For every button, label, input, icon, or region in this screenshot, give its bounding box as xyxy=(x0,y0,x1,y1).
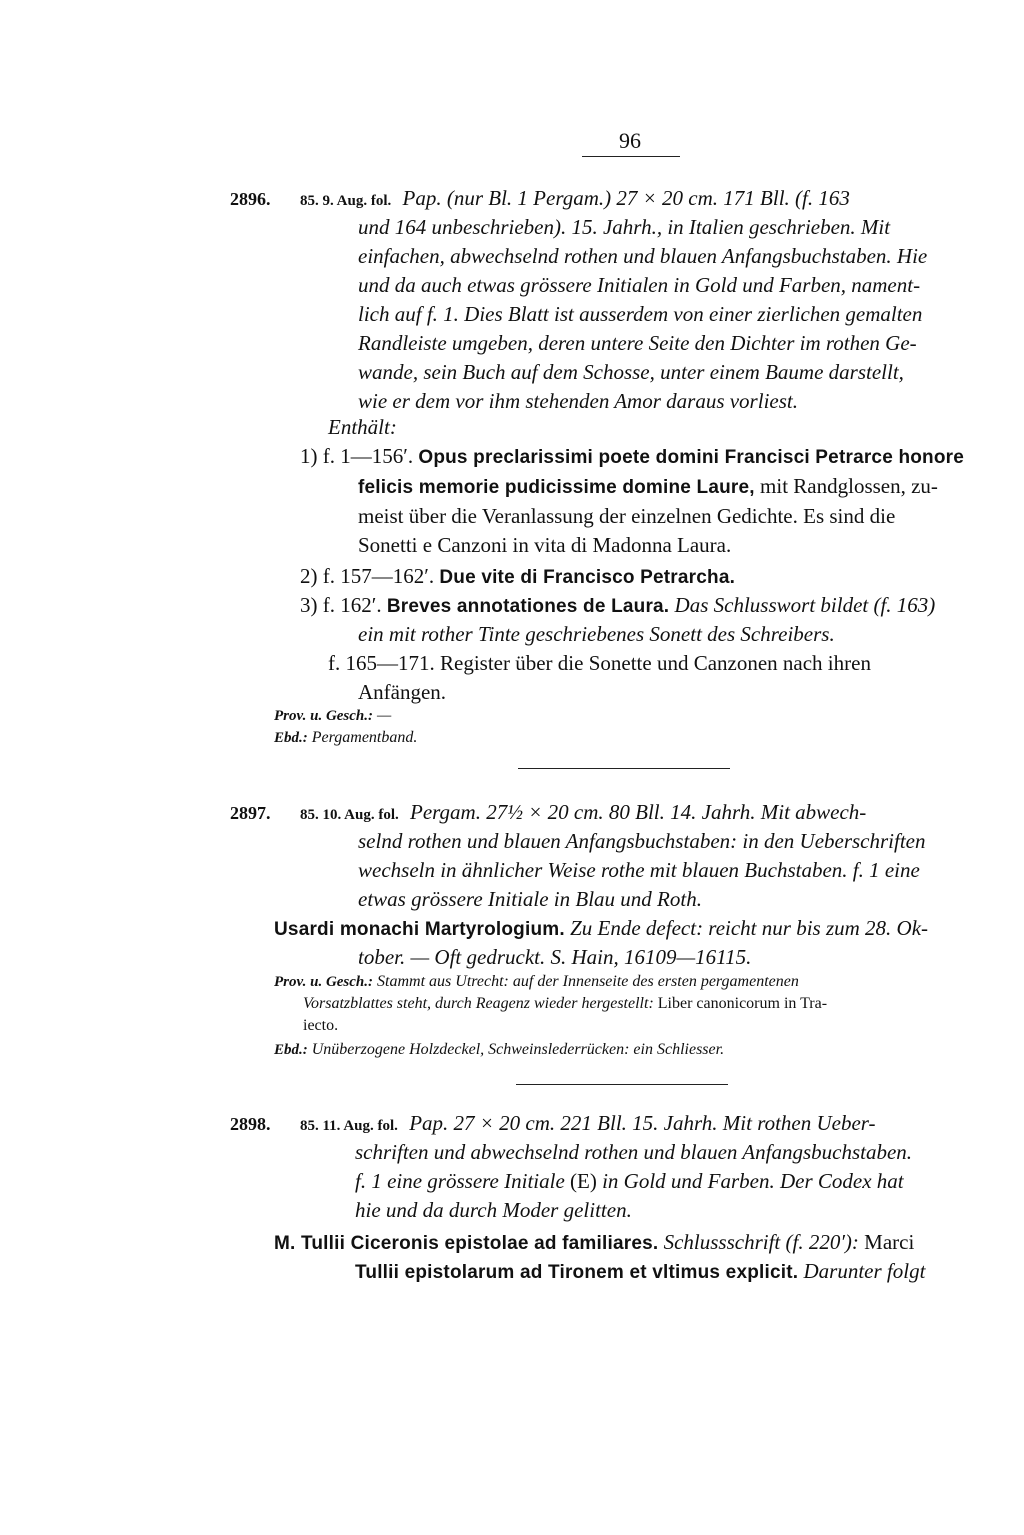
description-line: f. 1 eine grössere Initiale xyxy=(355,1169,565,1193)
provenance-text: Stammt aus Utrecht: auf der Innenseite des ersten pergamentenen xyxy=(377,973,799,990)
page-number: 96 xyxy=(619,128,641,153)
item-folio: 2) f. 157—162′. xyxy=(300,564,435,588)
item-text: Register über die Sonette und Canzonen nach ihren xyxy=(440,651,871,675)
work-note: Schlussschrift (f. 220′): xyxy=(663,1230,859,1254)
shelf-signature: 85. 10. Aug. fol. xyxy=(300,807,399,823)
work-title: M. Tullii Ciceronis epistolae ad familiares. xyxy=(274,1233,659,1254)
description-line: lich auf f. 1. Dies Blatt ist ausserdem von einer zierlichen gemalten xyxy=(358,302,923,326)
item-title: felicis memorie pudicissime domine Laure, xyxy=(358,477,755,498)
binding-text: Unüberzogene Holzdeckel, Schweinslederrücken: ein Schliesser. xyxy=(311,1041,725,1058)
entry-number: 2897. xyxy=(230,803,271,823)
description-line: wande, sein Buch auf dem Schosse, unter einem Baume darstellt, xyxy=(358,360,904,384)
description-line: etwas grössere Initiale in Blau und Roth. xyxy=(358,887,702,911)
contents-heading: Enthält: xyxy=(328,415,397,439)
provenance-inscription: iecto. xyxy=(303,1017,339,1034)
entry-number: 2898. xyxy=(230,1114,271,1134)
work-note: Darunter folgt xyxy=(803,1259,926,1283)
description-line: Randleiste umgeben, deren untere Seite den Dichter im rothen Ge- xyxy=(358,331,917,355)
item-folio: 3) f. 162′. xyxy=(300,593,382,617)
entry-number: 2896. xyxy=(230,189,271,209)
provenance-text: — xyxy=(377,707,392,724)
item-text: Das Schlusswort bildet (f. 163) xyxy=(674,593,936,617)
work-note: Zu Ende defect: reicht nur bis zum 28. Ok- xyxy=(570,916,929,940)
work-note: tober. — Oft gedruckt. S. Hain, 16109—16115. xyxy=(358,945,752,969)
provenance-text: Vorsatzblattes steht, durch Reagenz wieder hergestellt: xyxy=(303,995,654,1012)
provenance-label: Prov. u. Gesch.: xyxy=(274,974,374,990)
description-line: selnd rothen und blauen Anfangsbuchstaben: in den Ueberschriften xyxy=(358,829,926,853)
description-line: und da auch etwas grössere Initialen in Gold und Farben, nament- xyxy=(358,273,921,297)
provenance-label: Prov. u. Gesch.: xyxy=(274,708,374,724)
colophon-text: Tullii epistolarum ad Tironem et vltimus explicit. xyxy=(355,1262,799,1283)
description-line: einfachen, abwechselnd rothen und blauen Anfangsbuchstaben. Hie xyxy=(358,244,928,268)
item-text: Sonetti e Canzoni in vita di Madonna Laura. xyxy=(358,533,732,557)
item-text: Anfängen. xyxy=(358,680,447,704)
binding-label: Ebd.: xyxy=(274,1042,308,1058)
description-line: Pap. 27 × 20 cm. 221 Bll. 15. Jahrh. Mit rothen Ueber- xyxy=(409,1111,876,1135)
item-text: mit Randglossen, zu- xyxy=(760,474,938,498)
item-title: Opus preclarissimi poete domini Francisci Petrarce honore xyxy=(418,447,965,468)
description-line: wechseln in ähnlicher Weise rothe mit blauen Buchstaben. f. 1 eine xyxy=(358,858,920,882)
description-line: und 164 unbeschrieben). 15. Jahrh., in Italien geschrieben. Mit xyxy=(358,215,891,239)
entry-separator xyxy=(518,768,730,769)
item-text: ein mit rother Tinte geschriebenes Sonett des Schreibers. xyxy=(358,622,835,646)
work-title: Usardi monachi Martyrologium. xyxy=(274,919,565,940)
binding-text: Pergamentband. xyxy=(311,729,418,746)
item-title: Due vite di Francisco Petrarcha. xyxy=(439,567,736,588)
item-folio: 1) f. 1—156′. xyxy=(300,444,414,468)
item-folio: f. 165—171. xyxy=(328,651,435,675)
initial-letter: (E) xyxy=(570,1169,597,1193)
description-line: wie er dem vor ihm stehenden Amor daraus vorliest. xyxy=(358,389,798,413)
item-title: Breves annotationes de Laura. xyxy=(386,596,670,617)
provenance-inscription: Liber canonicorum in Tra- xyxy=(657,995,828,1012)
binding-label: Ebd.: xyxy=(274,730,308,746)
description-line: hie und da durch Moder gelitten. xyxy=(355,1198,632,1222)
description-line: Pap. (nur Bl. 1 Pergam.) 27 × 20 cm. 171 Bll. (f. 163 xyxy=(402,186,850,210)
shelf-signature: 85. 9. Aug. fol. xyxy=(300,193,392,209)
shelf-signature: 85. 11. Aug. fol. xyxy=(300,1118,398,1134)
entry-separator xyxy=(516,1084,728,1085)
page-number-rule xyxy=(582,156,680,157)
description-line: in Gold und Farben. Der Codex hat xyxy=(602,1169,904,1193)
item-text: meist über die Veranlassung der einzelnen Gedichte. Es sind die xyxy=(358,504,896,528)
description-line: Pergam. 27½ × 20 cm. 80 Bll. 14. Jahrh. Mit abwech- xyxy=(410,800,867,824)
colophon-text: Marci xyxy=(864,1230,915,1254)
description-line: schriften und abwechselnd rothen und blauen Anfangsbuchstaben. xyxy=(355,1140,913,1164)
